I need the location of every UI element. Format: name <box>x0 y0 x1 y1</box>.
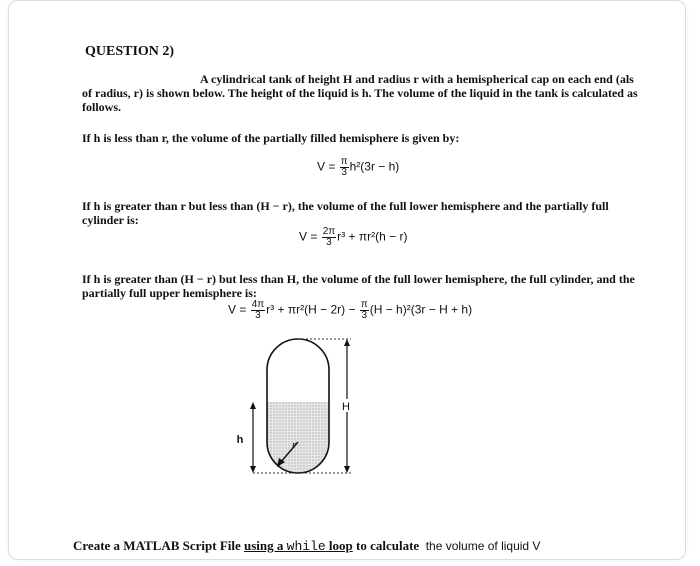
case1-fraction <box>340 157 349 178</box>
footer-underlined-2: loop <box>325 538 353 553</box>
h-arrow-top <box>250 402 256 409</box>
intro-paragraph <box>82 72 642 114</box>
H-arrow-top <box>344 339 350 346</box>
case2-line-1: If h is greater than r but less than (H − r), the volume of the full lower hemisphere and the partially full <box>82 199 609 213</box>
footer-underlined-text: using a <box>244 538 287 553</box>
case1-frac-den: 3 <box>341 167 347 178</box>
h-arrow-bottom <box>250 466 256 473</box>
liquid-fill <box>267 339 329 473</box>
footer-tail: the volume of liquid V <box>425 539 541 553</box>
task-instruction <box>73 538 540 554</box>
question-title: QUESTION 2) <box>85 44 175 59</box>
case3-mid: r³ + πr²(H − 2r) − <box>266 302 356 317</box>
H-arrow-bottom <box>344 466 350 473</box>
footer-underlined <box>244 538 353 553</box>
intro-line-3: follows. <box>82 100 121 114</box>
case1-frac-num: π <box>340 156 348 167</box>
case3-text <box>82 272 642 300</box>
case3-rest: (H − h)²(3r − H + h) <box>369 302 473 317</box>
case2-rest: r³ + πr²(h − r) <box>337 229 408 244</box>
case2-formula <box>299 227 407 248</box>
r-label: r <box>292 440 296 451</box>
case3-formula <box>228 300 472 321</box>
case3-line-2: partially full upper hemisphere is: <box>82 286 257 300</box>
footer-prefix: Create a MATLAB Script File <box>73 538 245 553</box>
case1-formula <box>317 157 399 178</box>
case2-lhs: V = <box>299 229 318 244</box>
case3-frac2-num: π <box>360 299 368 310</box>
case3-line-1: If h is greater than (H − r) but less than H, the volume of the full lower hemisphere, the full cylinder, and the <box>82 272 635 286</box>
case3-frac1-num: 4π <box>251 299 265 310</box>
case2-fraction <box>322 227 336 248</box>
case2-line-2: cylinder is: <box>82 213 139 227</box>
case1-lhs: V = <box>317 159 336 174</box>
H-label: H <box>342 401 350 413</box>
case2-text <box>82 199 642 227</box>
case2-frac-num: 2π <box>322 226 336 237</box>
footer-middle: to calculate <box>352 538 420 553</box>
footer-code: while <box>286 539 326 554</box>
case2-frac-den: 3 <box>326 237 332 248</box>
case1-text: If h is less than r, the volume of the partially filled hemisphere is given by: <box>82 131 460 145</box>
case3-frac1-den: 3 <box>255 310 261 321</box>
intro-line-2: of radius, r) is shown below. The height of the liquid is h. The volume of the liquid in the tank is calculated as <box>82 86 638 100</box>
case3-fraction-2 <box>360 300 369 321</box>
intro-line-1: A cylindrical tank of height H and radius r with a hemispherical cap on each end (als <box>200 72 634 86</box>
case3-fraction-1 <box>251 300 265 321</box>
tank-diagram <box>228 330 368 478</box>
h-label: h <box>236 434 244 446</box>
case3-lhs: V = <box>228 302 247 317</box>
case3-frac2-den: 3 <box>361 310 368 321</box>
case1-rest: h²(3r − h) <box>349 159 400 174</box>
